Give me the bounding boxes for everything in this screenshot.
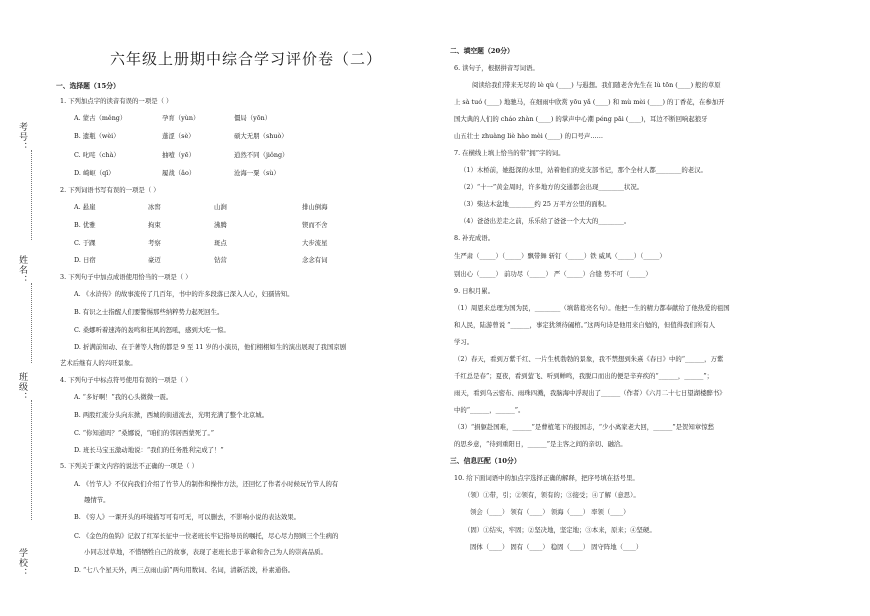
option-cell: 孕育（yùn） (162, 114, 200, 122)
option-cell: 山涧 (214, 203, 227, 211)
question-stem: 5. 下列关于课文内容的说法不正确的一项是（ ） (60, 462, 198, 470)
option-line: C. 《金色的鱼钩》记叙了红军长征中一位老班长牢记指导员的嘱托，尽心尽力照顾三个生病的 (74, 532, 339, 540)
passage-line: 学习。 (454, 338, 474, 346)
idiom-row: 别出心（_____） 前功尽（_____） 严（_____）合缝 势不可（_____） (454, 270, 652, 278)
option-cell: D. 崎岖（qī） (74, 169, 115, 177)
option-cell: 钻营 (214, 256, 227, 264)
option-line: 趣情节。 (84, 496, 110, 504)
passage-line: 阅读给我们带来无尽的 lè qù (____) 与遐想。我们随老舍先生在 lù tōn (____) 般的草原 (472, 81, 721, 89)
question-stem: 9. 日积月累。 (454, 287, 495, 295)
option-cell: 沸腾 (214, 221, 227, 229)
option-cell: 蓬涩（sè） (162, 132, 195, 140)
passage-line: （3）“捐躯赴国难，______”是曹植笔下的报国志，“少小离家老大回，______”是贺知章惊愁 (454, 423, 714, 431)
question-stem: 8. 补充成语。 (454, 234, 495, 242)
fill-item: （1）木桥前，她挺深的水里，站着他们的党支部书记，那个全村人都________的老汉。 (460, 166, 707, 174)
option-cell: 大步流星 (302, 239, 328, 247)
right-column (450, 0, 865, 616)
option-cell: 锲而不舍 (302, 221, 328, 229)
option-line: C. “你知道吗？”桑娜说，“咱们的邻居西蒙死了。” (74, 429, 215, 437)
option-cell: 抽噎（yē） (162, 151, 195, 159)
option-cell: 拘束 (148, 221, 161, 229)
left-column (56, 0, 436, 616)
passage-line: 国大典的人们的 cháo zhàn (____) 的掌声中心潮 péng pāi (____)，耳边不断回响起狼牙 (454, 115, 708, 123)
option-line: A. 《竹节人》不仅向我们介绍了竹节人的制作和操作方法，还回忆了作者小时候玩竹节人的有 (74, 480, 339, 488)
section-heading: 三、信息匹配（10分） (450, 457, 521, 465)
option-cell: 僵局（yōn） (234, 114, 272, 122)
passage-line: 和人民，陆游曾说 “______，事定犹须待阖棺。”这两句诗是他用来自勉的，但值得我们所有人 (454, 321, 715, 329)
option-cell: 豪迈 (148, 256, 161, 264)
option-line: 艺术后继有人的兴旺景象。 (60, 359, 137, 367)
school-label: 学校： (17, 548, 27, 578)
option-line: A. “多好啊！”我的心头微微一震。 (74, 393, 173, 401)
option-cell: 斑点 (214, 239, 227, 247)
margin-rule (31, 400, 32, 520)
match-row: 固体（____） 固有（____） 稳固（____） 固守阵地（____） (470, 543, 643, 551)
option-cell: C. 于踝 (74, 239, 96, 247)
section-heading: 一、选择题（15分） (56, 82, 120, 90)
section-heading: 二、填空题（20分） (450, 47, 514, 55)
definition-line: （领）①带，引；②领有，领有的；③接受；④了解（意思）。 (464, 491, 640, 499)
fill-item: （2）“十一”黄金周时，许多地方的交通都会出现________状况。 (460, 183, 644, 191)
option-cell: 履战（ǎo） (162, 169, 196, 177)
question-stem: 4. 下列句子中标点符号使用有误的一项是（ ） (60, 376, 192, 384)
option-cell: B. 优雅 (74, 221, 96, 229)
question-stem: 10. 给下面词语中的加点字选择正确的解释，把序号填在括号里。 (454, 474, 639, 482)
question-stem: 2. 下列词语书写有误的一项是（ ） (60, 186, 160, 194)
passage-line: 上 sà tuó (____) 地驰马，在细雨中欣赏 yōu yǎ (____) 和 mù mèi (____) 的丁香花，在参加开 (454, 98, 725, 106)
page-title: 六年级上册期中综合学习评价卷（二） (109, 50, 382, 68)
option-cell: A. 悬崖 (74, 203, 96, 211)
name-label: 姓名： (17, 255, 27, 285)
option-line: B. 有识之士指醒人们要警惕那些纳粹势力起死回生。 (74, 308, 224, 316)
option-line: D. 班长马宝玉激动地说：“我们的任务胜利完成了！” (74, 446, 224, 454)
question-stem: 3. 下列句子中加点成语使用恰当的一项是（ ） (60, 273, 192, 281)
option-cell: 逍然不同（jiǒng） (234, 151, 289, 159)
match-row: 领会（____） 领有（____） 领海（____） 率领（____） (470, 508, 630, 516)
option-cell: D. 日宿 (74, 256, 96, 264)
idiom-row: 生严肃（_____）（_____）飘带舞 斩钉（_____）铁 威风（_____）（_____） (454, 252, 666, 260)
class-label: 班级： (17, 372, 27, 402)
passage-line: 中的“______，______”。 (454, 406, 525, 414)
option-cell: A. 蒙古（měng） (74, 114, 127, 122)
option-line: B. 《穷人》一课开头的环境描写可有可无，可以删去，不影响小说的表达效果。 (74, 513, 301, 521)
option-line: C. 桑娜听着速涛的轰鸣和狂风的怒吼，感到大吃一惊。 (74, 326, 230, 334)
option-cell: C. 叱咤（chà） (74, 151, 120, 159)
option-cell: 硕大无朋（shuò） (234, 132, 288, 140)
option-cell: 念念有词 (302, 256, 328, 264)
margin-rule (31, 150, 32, 240)
option-cell: 考察 (148, 239, 161, 247)
exam-number-label: 考号： (17, 122, 27, 152)
passage-line: 山五壮士 zhuàng liè hào mèi (____) 的口号声…… (454, 132, 604, 140)
option-cell: 沧海一粟（sù） (234, 169, 280, 177)
passage-line: （2）春天，看到万紫千红、一片生机勃勃的景象，我不禁想到朱熹《春日》中的“______，万紫 (454, 355, 724, 363)
option-cell: B. 遗瓶（wèi） (74, 132, 120, 140)
option-line: B. 两股红流分头向东掀，西城的街道流去，光明充满了整个北京城。 (74, 411, 269, 419)
question-stem: 7. 在横线上填上恰当的带“拥”字的词。 (454, 149, 565, 157)
question-stem: 6. 读句子，根据拼音写词语。 (454, 64, 539, 72)
option-cell: 冰窖 (148, 203, 161, 211)
question-stem: 1. 下列加点字的读音有误的一项是（ ） (60, 97, 173, 105)
option-cell: 排山倒海 (302, 203, 328, 211)
option-line: D. 折满前知动、在于著等人物的都是 9 至 11 岁的小演员，他们栩栩如生的演出展现了我国京剧 (74, 343, 347, 351)
binding-margin (0, 0, 50, 616)
fill-item: （4）爸爸出差走之前，乐乐给了爸爸一个大大的________。 (460, 217, 631, 225)
passage-line: 雨天，看到乌云密布、雨珠四溅，我脑海中浮现出了______（作者）《六月二十七日望湖楼醉书》 (454, 389, 726, 397)
option-line: D. “七八个星天外，两三点雨山前”两句用数词、名词，清新活泼，朴素通俗。 (74, 566, 294, 574)
passage-line: 千红总是春”；夏夜，看到萤飞、听到蝉鸣，我脱口而出的便是辛弃疾的“______，______”； (454, 372, 714, 380)
passage-line: 的思乡意，“待到重阳日，______”是主客之间的亲切、融洽。 (454, 440, 627, 448)
definition-line: （固）①结实，牢固；②坚决地，坚定地；③本来，原来；④坚硬。 (464, 526, 656, 534)
fill-item: （3）柴达木盆地________约 25 万平方公里的面积。 (460, 200, 611, 208)
passage-line: （1）周恩来总理为国为民，________（填谐葛亮名句）。他把一生的精力都奉献给了他热爱的祖国 (454, 304, 730, 312)
option-line: 小同志过草地，不惜牺牲自己的故事，表现了老班长忠于革命和舍己为人的崇高品质。 (84, 548, 327, 556)
margin-rule (31, 283, 32, 363)
option-line: A. 《水浒传》的故事流传了几百年，书中的许多段落已深入人心，妇孺皆知。 (74, 290, 294, 298)
